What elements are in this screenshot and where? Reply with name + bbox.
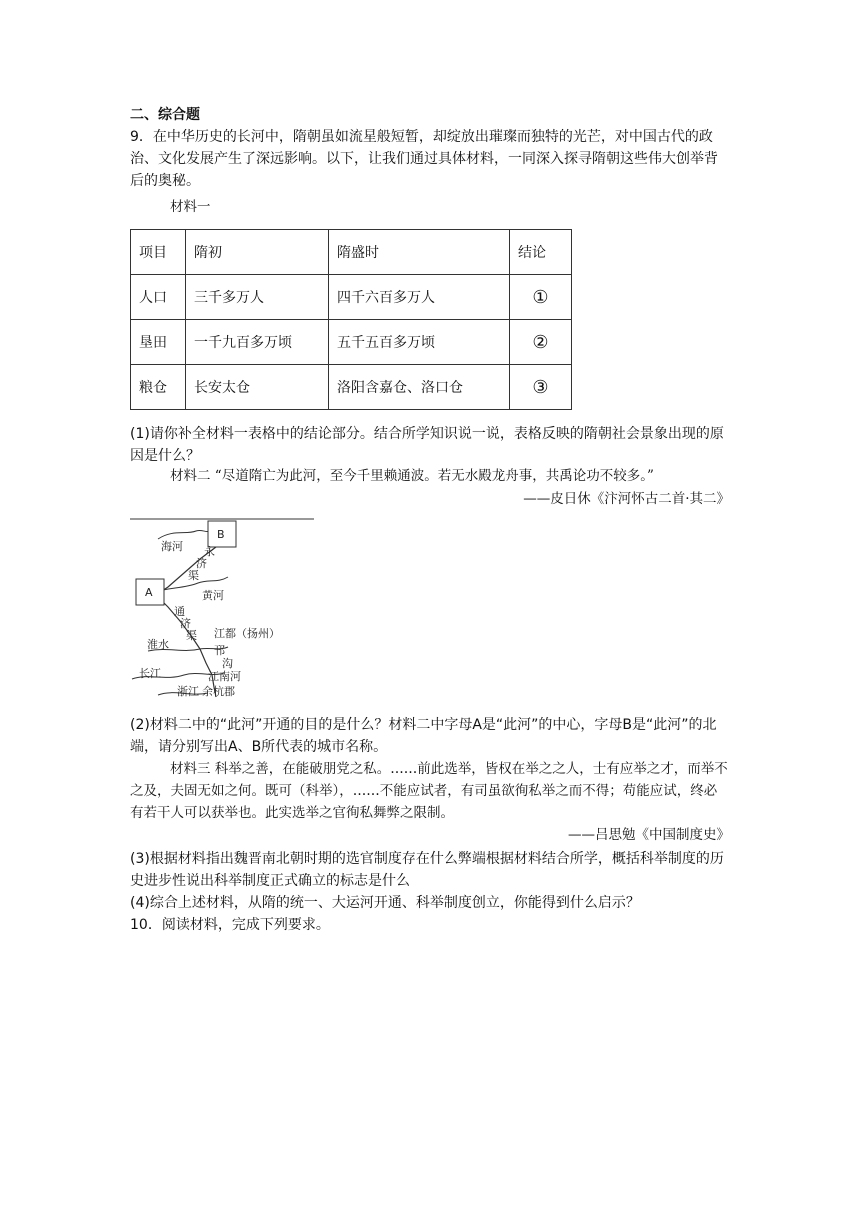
huaishui-label: 淮水 [147, 638, 169, 651]
table-row [131, 320, 572, 365]
table-cell: 四千六百多万人 [329, 275, 510, 320]
tongji-label-1: 通 [174, 605, 185, 618]
material-1-label: 材料一 [170, 199, 211, 215]
table-cell: 一千九百多万顷 [186, 320, 329, 365]
haihe-river-line [158, 530, 210, 539]
table-cell: 垦田 [131, 320, 186, 365]
table-cell: ① [510, 275, 572, 320]
sub-question-4: (4)综合上述材料，从隋的统一、大运河开通、科举制度创立，你能得到什么启示？ [130, 895, 640, 911]
haihe-label: 海河 [161, 540, 183, 553]
yongji-label-1: 永 [204, 545, 215, 558]
question-9-intro: 9．在中华历史的长河中，隋朝虽如流星般短暂，却绽放出璀璨而独特的光芒，对中国古代的政治、文化发展产生了深远影响。以下，让我们通过具体材料，一同深入探寻隋朝这些伟大创举背后的奥秘。 [130, 129, 718, 189]
material-1-table [130, 229, 572, 410]
table-header-cell: 隋初 [186, 230, 329, 275]
table-row [131, 365, 572, 410]
table-cell: 三千多万人 [186, 275, 329, 320]
yongji-label-2: 济 [196, 557, 207, 570]
city-a-label: A [145, 586, 153, 599]
material-2-source: ——皮日休《汴河怀古二首·其二》 [523, 491, 730, 507]
sub-question-1: (1)请你补全材料一表格中的结论部分。结合所学知识说一说，表格反映的隋朝社会景象出现的原因是什么？ [130, 426, 724, 464]
sub-question-2: (2)材料二中的“此河”开通的目的是什么？材料二中字母A是“此河”的中心，字母B是“此河”的北端，请分别写出A、B所代表的城市名称。 [130, 717, 717, 755]
jiangdu-label: 江都（扬州） [214, 627, 280, 640]
table-header-cell: 结论 [510, 230, 572, 275]
yuhang-label: 余杭郡 [202, 685, 235, 698]
table-cell: 洛阳含嘉仓、洛口仓 [329, 365, 510, 410]
table-cell: ③ [510, 365, 572, 410]
jiangnanhe-label: 江南河 [208, 670, 241, 683]
city-b-label: B [217, 528, 225, 541]
material-3-source: ——吕思勉《中国制度史》 [568, 827, 730, 843]
material-2-quote: 材料二 “尽道隋亡为此河，至今千里赖通波。若无水殿龙舟事，共禹论功不较多。” [170, 468, 654, 484]
material-3-text: 材料三 科举之善，在能破朋党之私。……前此选举，皆权在举之之人，士有应举之才，而举不之及，夫固无如之何。既可（科举），……不能应试者，有司虽欲徇私举之而不得；苟能应试，终必有若干人可以获举也。此实选举之官徇私舞弊之限制。 [130, 761, 728, 821]
table-header-row [131, 230, 572, 275]
table-cell: ② [510, 320, 572, 365]
table-cell: 粮仓 [131, 365, 186, 410]
changjiang-label: 长江 [139, 667, 161, 680]
table-header-cell: 隋盛时 [329, 230, 510, 275]
table-row [131, 275, 572, 320]
hangou-label-1: 邗 [214, 644, 225, 657]
table-header-cell: 项目 [131, 230, 186, 275]
yongji-label-3: 渠 [188, 569, 199, 582]
table-cell: 五千五百多万顷 [329, 320, 510, 365]
section-title: 二、综合题 [130, 107, 200, 123]
zhejiang-label: 浙江 [177, 685, 199, 698]
question-10-intro: 10．阅读材料，完成下列要求。 [130, 917, 330, 933]
huanghe-label: 黄河 [202, 589, 224, 602]
grand-canal-map [128, 517, 318, 702]
sub-question-3: (3)根据材料指出魏晋南北朝时期的选官制度存在什么弊端根据材料结合所学，概括科举制度的历史进步性说出科举制度正式确立的标志是什么 [130, 851, 724, 889]
tongji-label-3: 渠 [186, 629, 197, 642]
tongji-label-2: 济 [180, 617, 191, 630]
table-cell: 人口 [131, 275, 186, 320]
hangou-label-2: 沟 [222, 657, 233, 670]
table-cell: 长安太仓 [186, 365, 329, 410]
